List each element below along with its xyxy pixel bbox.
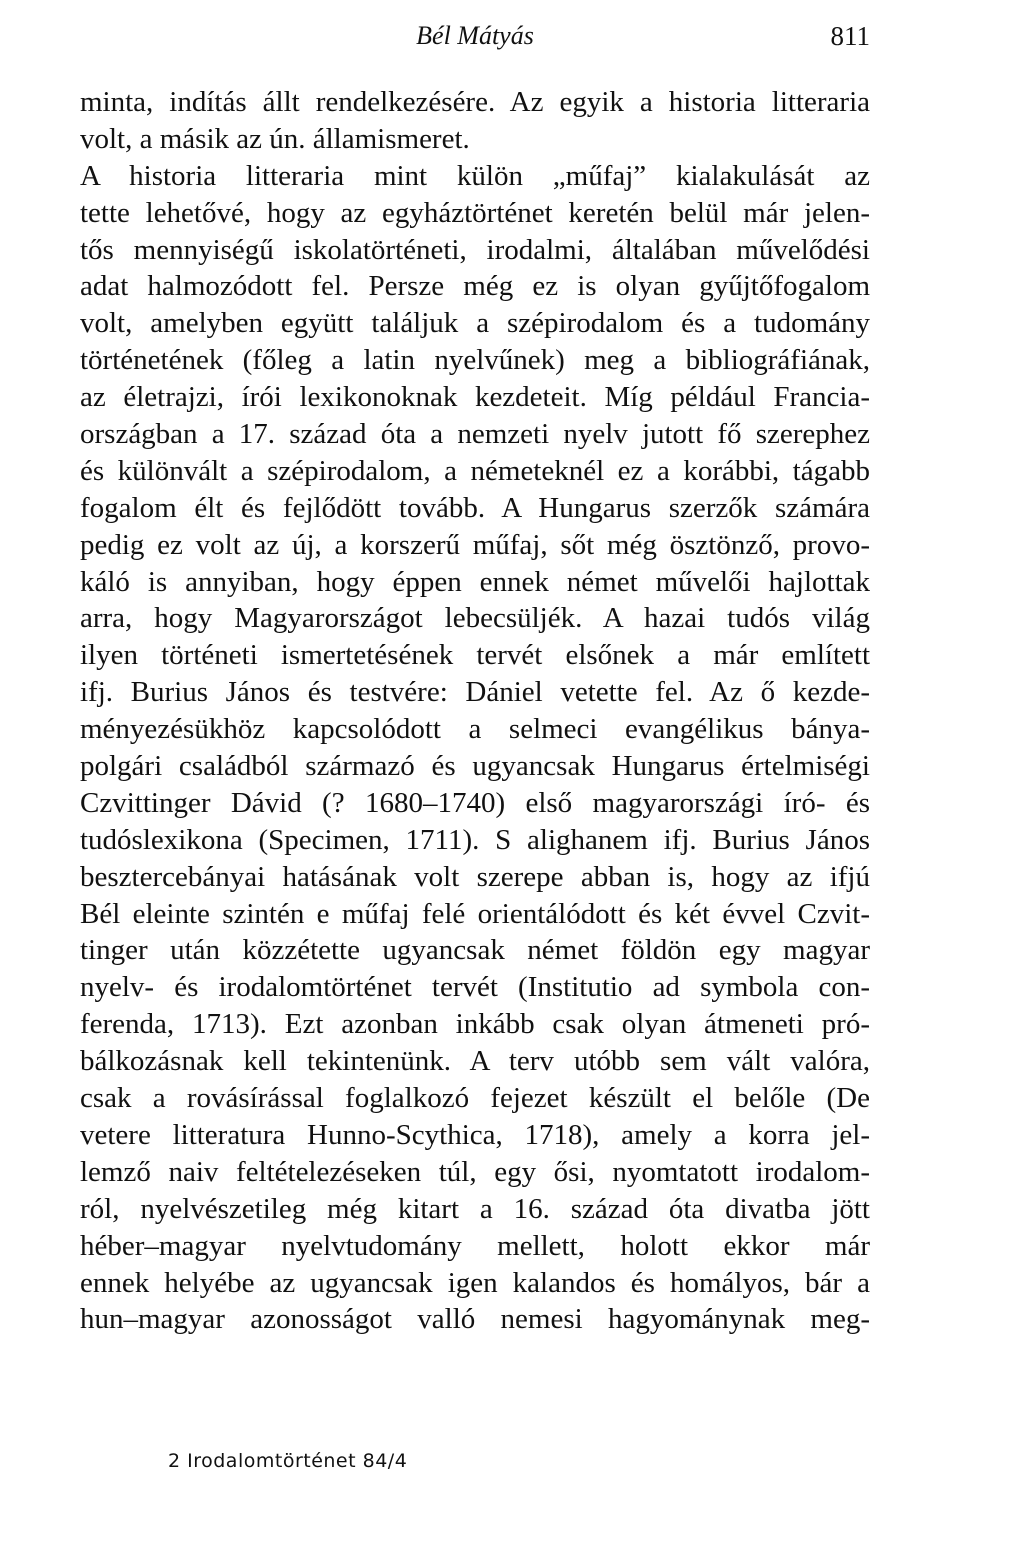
text-line: volt, amelyben együtt találjuk a szépirodalom és a tudomány — [80, 307, 870, 340]
text-line: nyelv- és irodalomtörténet tervét (Institutio ad symbola con- — [80, 971, 870, 1004]
body-text — [80, 84, 870, 1338]
running-title: Bél Mátyás — [416, 21, 534, 50]
text-line: minta, indítás állt rendelkezésére. Az egyik a historia litteraria — [80, 86, 870, 118]
text-line: arra, hogy Magyarországot lebecsüljék. A hazai tudós világ — [80, 602, 870, 635]
text-line: adat halmozódott fel. Persze még ez is olyan gyűjtőfogalom — [80, 270, 870, 303]
text-line: Bél eleinte szintén e műfaj felé orientálódott és két évvel Czvit- — [80, 897, 870, 930]
text-line: pedig ez volt az új, a korszerű műfaj, sőt még ösztönző, provo- — [80, 528, 870, 561]
text-line: csak a rovásírással foglalkozó fejezet készült el belőle (De — [80, 1082, 870, 1115]
text-line: ményezésükhöz kapcsolódott a selmeci evangélikus bánya- — [80, 713, 870, 746]
text-line: lemző naiv feltételezéseken túl, egy ősi, nyomtatott irodalom- — [80, 1155, 870, 1188]
text-line: tudóslexikona (Specimen, 1711). S alighanem ifj. Burius János — [80, 823, 870, 856]
text-line: besztercebányai hatásának volt szerepe abban is, hogy az ifjú — [80, 860, 870, 893]
text-line: tette lehetővé, hogy az egyháztörténet keretén belül már jelen- — [80, 196, 870, 229]
text-line: polgári családból származó és ugyancsak Hungarus értelmiségi — [80, 750, 870, 783]
text-line: országban a 17. század óta a nemzeti nyelv jutott fő szerephez — [80, 418, 870, 451]
text-line: héber–magyar nyelvtudomány mellett, holott ekkor már — [80, 1229, 870, 1262]
text-line: vetere litteratura Hunno-Scythica, 1718), amely a korra jel- — [80, 1118, 870, 1151]
text-line: Czvittinger Dávid (? 1680–1740) első magyarországi író- és — [80, 786, 870, 819]
text-line: az életrajzi, írói lexikonoknak kezdeteit. Míg például Francia- — [80, 381, 870, 414]
text-line: volt, a másik az ún. államismeret. — [80, 122, 470, 155]
text-line: és különvált a szépirodalom, a németeknél ez a korábbi, tágabb — [80, 454, 870, 487]
printer-signature: 2 Irodalomtörténet 84/4 — [168, 1450, 408, 1472]
text-line: fogalom élt és fejlődött tovább. A Hungarus szerzők számára — [80, 491, 870, 524]
text-line: történetének (főleg a latin nyelvűnek) meg a bibliográfiának, — [80, 344, 870, 377]
text-line: tős mennyiségű iskolatörténeti, irodalmi, általában művelődési — [80, 233, 870, 266]
text-line: tinger után közzétette ugyancsak német földön egy magyar — [80, 934, 870, 967]
text-line: ról, nyelvészetileg még kitart a 16. század óta divatba jött — [80, 1192, 870, 1225]
text-line: hun–magyar azonosságot valló nemesi hagyománynak meg- — [80, 1303, 870, 1336]
text-line: A historia litteraria mint külön „műfaj” kialakulását az — [80, 159, 870, 192]
text-line: ferenda, 1713). Ezt azonban inkább csak olyan átmeneti pró- — [80, 1008, 870, 1041]
text-line: ennek helyébe az ugyancsak igen kalandos és homályos, bár a — [80, 1266, 870, 1299]
text-line: ilyen történeti ismertetésének tervét elsőnek a már említett — [80, 639, 870, 672]
text-line: bálkozásnak kell tekintenünk. A terv utóbb sem vált valóra, — [80, 1045, 870, 1078]
text-line: káló is annyiban, hogy éppen ennek német művelői hajlottak — [80, 565, 870, 598]
running-header — [80, 18, 870, 54]
page-number: 811 — [830, 21, 870, 51]
text-line: ifj. Burius János és testvére: Dániel vetette fel. Az ő kezde- — [80, 676, 870, 709]
